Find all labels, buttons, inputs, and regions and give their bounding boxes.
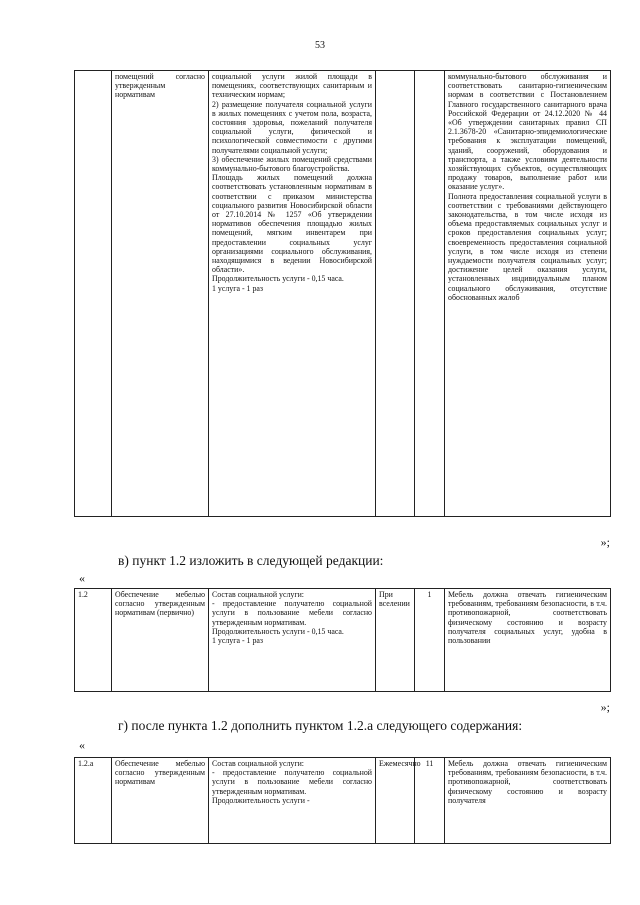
opening-quote: « [79,571,85,585]
table-row [75,589,611,692]
cell-count: 1 [415,589,445,692]
cell-count [415,71,445,517]
quality-part-1: коммунально-бытового обслуживания и соответствовать санитарно-гигиеническим нормам в соответствии с Постановлением Главного государственного санитарного врача Российской Федерации от 24.12.2020 № 44 «Об утверждении санитарных правил СП 2.1.3678-20 «Санитарно-эпидемиологические требования к эксплуатации помещений, зданий, сооружений, оборудования и транспорта, а также условиям деятельности хозяйствующих субъектов, осуществляющих продажу товаров, выполнение работ или оказание услуг». [448,72,607,192]
table-row [75,71,611,517]
cell-count: 11 [415,758,445,844]
content-item-3: 3) обеспечение жилых помещений средствами коммунально-бытового благоустройства. [212,154,372,174]
cell-service-name: Обеспечение мебелью согласно утвержденным нормативам [112,758,209,844]
cell-period: При вселении [376,589,415,692]
services-table-continued [74,70,611,517]
cell-period: Ежемесячно [376,758,415,844]
content-area-norms: Площадь жилых помещений должна соответствовать установленным нормативам в соответствии с приказом министерства социального развития Новосибирской области от 27.10.2014 № 1257 «Об утверждении нормативов обеспечения площадью жилых помещений, мягким инвентарем при предоставлении социальных услуг организациями социального обслуживания, находящимися в ведении Новосибирской области». [212,173,372,275]
content-duration: Продолжительность услуги - 0,15 часа. [212,274,344,284]
cell-number: 1.2.а [75,758,112,844]
quality-part-2: Полнота предоставления социальной услуги в соответствии с требованиями действующего законодательства, в том числе исходя из объема предоставляемых социальных услуг и сроков предоставления социальных услуг; своевременность предоставления социальной услуги, в том числе исходя из степени нуждаемости получателя социальных услуг; достижение целей оказания услуги, установленных индивидуальным планом социального обслуживания, отсутствие обоснованных жалоб [448,191,607,302]
row-1-2a-table [74,757,611,844]
cell-number [75,71,112,517]
opening-quote: « [79,738,85,752]
cell-quality [445,71,611,517]
section-heading-g: г) после пункта 1.2 дополнить пунктом 1.2.а следующего содержания: [118,718,523,733]
cell-quality: Мебель должна отвечать гигиеническим требованиям, требованиям безопасности, в т.ч. противопожарной, соответствовать физическому состоянию и возрасту получателя [445,758,611,844]
cell-service-content: Состав социальной услуги: - предоставление получателю социальной услуги в пользование мебели согласно утвержденным нормативам. Продолжительность услуги - 0,15 часа. 1 услуга - 1 раз [209,589,376,692]
table-row [75,758,611,844]
closing-quote: »; [600,535,610,549]
row-1-2-table [74,588,611,692]
content-item-2: 2) размещение получателя социальной услуги в жилых помещениях с учетом пола, возраста, состояния здоровья, пожеланий получателя социальной услуги, физической и психологической совместимости с другими получателями социальной услуги; [212,99,372,155]
closing-quote: »; [600,700,610,714]
content-unit: 1 услуга - 1 раз [212,283,264,293]
cell-service-content: Состав социальной услуги: - предоставление получателю социальной услуги в пользование мебели согласно утвержденным нормативам. Продолжительность услуги - [209,758,376,844]
cell-number: 1.2 [75,589,112,692]
cell-service-content [209,71,376,517]
page-number: 53 [315,40,325,51]
cell-period [376,71,415,517]
cell-service-name: помещений согласно утвержденным нормативам [112,71,209,517]
cell-quality: Мебель должна отвечать гигиеническим требованиям, требованиям безопасности, в т.ч. противопожарной, соответствовать физическому состоянию и возрасту получателя социальных услуг, удобна в пользовании [445,589,611,692]
cell-service-name: Обеспечение мебелью согласно утвержденным нормативам (первично) [112,589,209,692]
content-intro: социальной услуги жилой площади в помещениях, соответствующих санитарным и техническим нормам; [212,72,372,100]
section-heading-v: в) пункт 1.2 изложить в следующей редакции: [118,553,384,568]
